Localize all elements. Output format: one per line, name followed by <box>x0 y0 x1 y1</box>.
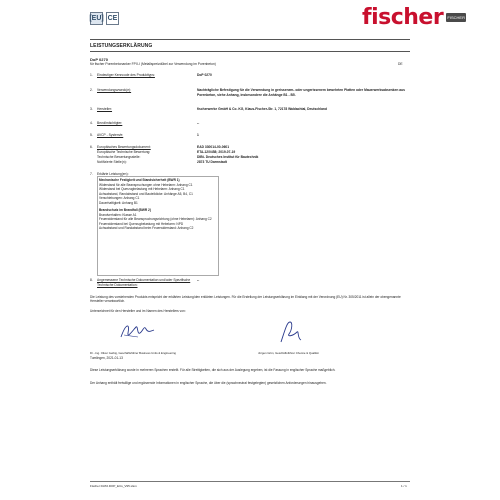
row-value: fischerwerke GmbH & Co. KG, Klaus-Fischer-Str. 1, 72178 Waldachtal, Deutschland <box>197 107 327 111</box>
row-label: Verwendungszweck(e): <box>97 88 132 92</box>
row-number: 2. <box>90 88 93 92</box>
footer-filename: Fischer DATA DOP_ECs_V95.xlsm <box>90 484 137 488</box>
section-2-line: Feuerwiderstand für alle Beanspruchungsrichtung (ohne Hebelarm): Anhang C2 <box>99 217 212 221</box>
row-label: Europäische Technische Bewertung: <box>97 150 151 154</box>
document-language: DE <box>398 62 403 66</box>
section-1-line: Dauerhaftigkeit: Anhang B1 <box>99 200 138 205</box>
row-number: 7. <box>90 172 93 176</box>
row-label: AVCP - System/e: <box>97 133 124 137</box>
section-2-line: Brandverhalten: Klasse A1 <box>99 212 137 217</box>
brand-badge: FISCHER <box>447 15 465 20</box>
row-value: ETA-12/0458; 2019-07-19 <box>197 150 236 154</box>
row-value: DIBt- Deutsches Institut für Bautechnik <box>197 155 259 159</box>
row-label: Notifizierte Stelle(n): <box>97 160 127 164</box>
row-number: 5. <box>90 133 93 137</box>
row-number: 8. <box>90 278 93 282</box>
document-title: LEISTUNGSERKLÄRUNG <box>90 43 153 49</box>
row-value: DoP 0270 <box>197 73 212 77</box>
section-2-line: Feuerwiderstand bei Querzugbelastung mit Hebelarm: NPD <box>99 221 184 226</box>
row-number: 3. <box>90 107 93 111</box>
row-label: Hersteller: <box>97 107 113 111</box>
row-value: 1 <box>197 133 199 137</box>
row-value: 2873 TU Darmstadt <box>197 160 227 164</box>
footer-divider <box>90 481 410 482</box>
certification-logos <box>90 12 119 25</box>
brand-name: fischer <box>362 5 444 30</box>
row-label: Angemessene Technische Dokumentation und/oder Spezifische Technische Dokumentation: <box>97 278 191 287</box>
conformity-statement: Die Leistung des vorstehenden Produkts entspricht der erklärten Leistung/den erklärten Leistungen. Für die Erstellung der Leistungserklärung im Einklang mit der Verordnung (EU) Nr. 305/2011 ist allein der obengenannte Hersteller verantwortlich. <box>90 295 401 304</box>
row-value: Nachträgliche Befestigung für die Verwendung in gerissenem- oder ungerissenem bewehrten Platten oder Mauerwerksabsenken aus Porenbeton, siehe Anhang, insbesondere die Anhänge B1 - B5. <box>197 88 405 97</box>
row-label: Bevollmächtigter: <box>97 121 123 125</box>
footer-page-number: 1 / 1 <box>401 484 407 488</box>
signatory-2-name: Jürgen Grün, Geschäftsführer Chemie & Qualität <box>258 351 319 355</box>
language-statement: Diese Leistungserklärung wurde in mehreren Sprachen erstellt. Für alle Streitigkeiten, die sich aus der Auslegung ergeben, ist die Fassung in englischer Sprache maßgeblich. <box>90 368 336 372</box>
document-subtitle: für fischer Porenbetonanker FPX-I (Metallspreizdübel zur Verwendung im Porenbeton) <box>90 62 216 66</box>
title-divider <box>90 51 410 52</box>
signed-for-statement: Unterzeichnet für den Hersteller und im Namen des Herstellers von: <box>90 309 186 313</box>
row-value: EAD 330014-00-0601 <box>197 145 230 149</box>
header-divider <box>90 39 410 40</box>
section-1-line: Widerstand bei Querzugbelastung mit Hebelarm: Anhang C1 <box>99 187 185 191</box>
signature-1-image <box>118 319 158 343</box>
row-label: Technische Bewertungsstelle: <box>97 155 141 159</box>
row-label: Europäisches Bewertungsdokument: <box>97 145 151 149</box>
ce-mark-logo: CE <box>106 12 119 25</box>
place-and-date: Tumlingen, 2021-01-13 <box>90 356 123 360</box>
row-number: 4. <box>90 121 93 125</box>
eu-certification-logo: [EU] <box>90 12 103 25</box>
row-number: 6. <box>90 145 93 149</box>
section-2-title: Brandschutz im Brandfall (BWR 2) <box>99 208 151 212</box>
brand-logo <box>362 5 466 30</box>
row-label: Eindeutiger Kenncode des Produkttyps: <box>97 73 155 77</box>
signatory-1-name: Dr. -Ing. Oliver Geibig, Geschäftsführer Business Units & Engineering <box>90 351 176 355</box>
section-1-title: Mechanische Festigkeit und Standsicherheit (BWR 1) <box>99 178 180 182</box>
dop-number: DoP 0270 <box>90 57 108 62</box>
row-value: -- <box>197 278 200 282</box>
annex-statement: Der Anhang enthält freiwillige und ergänzende Informationen in englischer Sprache, die über die (sprachneutral festgelegten) gesetzlichen Anforderungen hinausgehen. <box>90 381 327 385</box>
row-number: 1. <box>90 73 93 77</box>
section-1-line: Widerstand für alle Beanspruchungen ohne Hebelarm: Anhang C1 <box>99 182 193 187</box>
signature-2-image <box>275 318 305 346</box>
section-1-line: Verschiebungen: Anhang C1 <box>99 196 140 200</box>
section-2-line: Achsabstand und Randabstand beim Feuerwiderstand: Anhang C2 <box>99 226 194 230</box>
row-value: -- <box>197 121 200 125</box>
section-1-line: Achsabstand, Randabstand und Bauteildicke: Anhänge A5, B4, C1 <box>99 191 193 196</box>
row-label: Erklärte Leistung(en): <box>97 172 129 176</box>
